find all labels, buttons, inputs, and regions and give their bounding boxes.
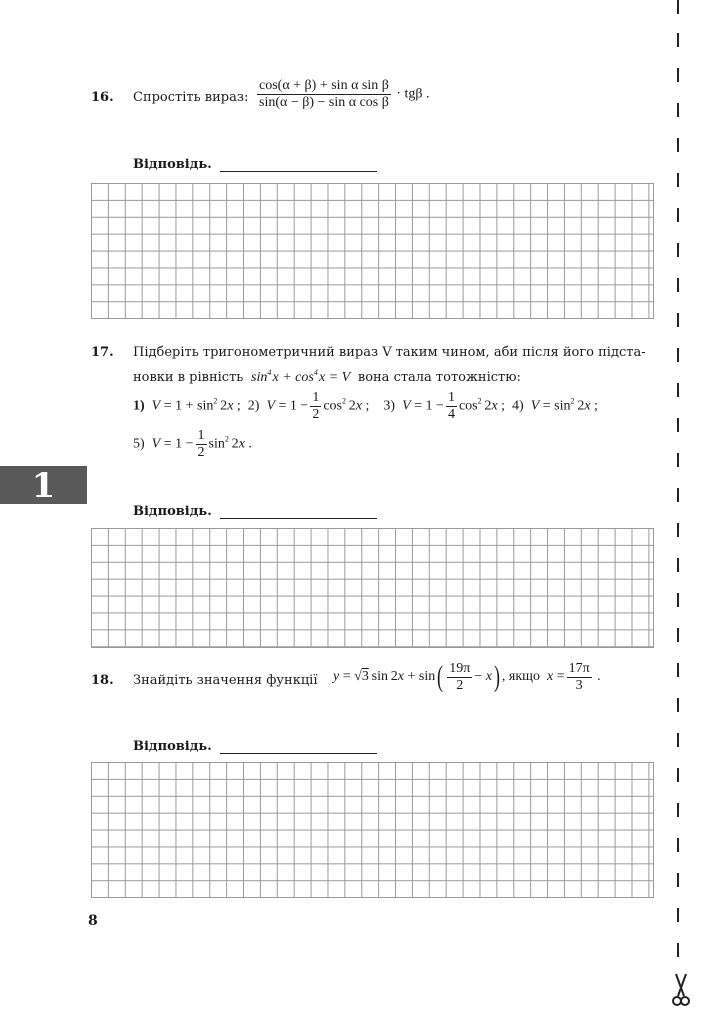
task-16-denominator: sin(α − β) − sin α cos β [259, 95, 389, 110]
page-number: 8 [88, 913, 98, 929]
task-18-expression: y = √3 sin 2x + sin( $\frac{19\pi}{2}$ − x) , якщо x = $\frac{17\pi}{3}$ . [333, 660, 601, 693]
option-1-label: 1) [133, 398, 145, 414]
task-18-x-den: 3 [575, 677, 583, 693]
task-16-number: 16. [91, 90, 114, 105]
scissors-icon [670, 972, 692, 1008]
answer-grid-17[interactable] [91, 528, 654, 648]
task-17-text2: новки в рівність [133, 370, 244, 385]
option-5-label: 5) [133, 436, 145, 452]
answer-line-16[interactable] [220, 170, 377, 172]
task-17-text3: вона стала тотожністю: [357, 370, 521, 385]
task-16-text: Спростіть вираз: [133, 90, 249, 105]
option-4-label: 4) [512, 398, 524, 414]
task-18-condition: , якщо [501, 669, 540, 685]
answer-grid-16[interactable] [91, 183, 654, 319]
task-17-options-row2: 5) V = 1 − $\frac{1}{2}$ $\sin^2 2x$ . [133, 428, 252, 460]
task-17-identity: $\sin^4$ $x + \cos^4$ x = V [247, 368, 354, 385]
chapter-tab: 1 [0, 466, 87, 504]
task-18-x-num: 17π [568, 660, 590, 676]
answer-label-17: Відповідь. [133, 504, 212, 519]
task-17-options-row1: 1) $V = 1 + \sin^2 2x$ ; 2) V = 1 − $\frac{1}{2}$ $\cos^2 2x$ ; 3) V = 1 − $\frac{1}{4}$ $\cos^2 2x$ ; 4) $V = \sin^2 2x$ ; [133, 390, 598, 422]
answer-label-18: Відповідь. [133, 739, 212, 754]
answer-grid-18[interactable] [91, 762, 654, 898]
task-18-number: 18. [91, 673, 114, 688]
task-17-line2 [133, 363, 521, 388]
answer-line-17[interactable] [220, 517, 377, 519]
answer-line-18[interactable] [220, 752, 377, 754]
task-18-text: Знайдіть значення функції [133, 673, 318, 688]
task-17-text: Підберіть тригонометричний вираз V таким чином, аби після його підста- [133, 345, 646, 360]
answer-label-16: Відповідь. [133, 157, 212, 172]
task-16-suffix: · tgβ . [396, 86, 430, 102]
option-3-label: 3) [383, 398, 396, 414]
task-17-number: 17. [91, 345, 114, 360]
task-16-numerator: cos(α + β) + sin α sin β [259, 78, 389, 93]
task-16-expression [255, 78, 430, 111]
option-2-label: 2) [247, 398, 260, 414]
